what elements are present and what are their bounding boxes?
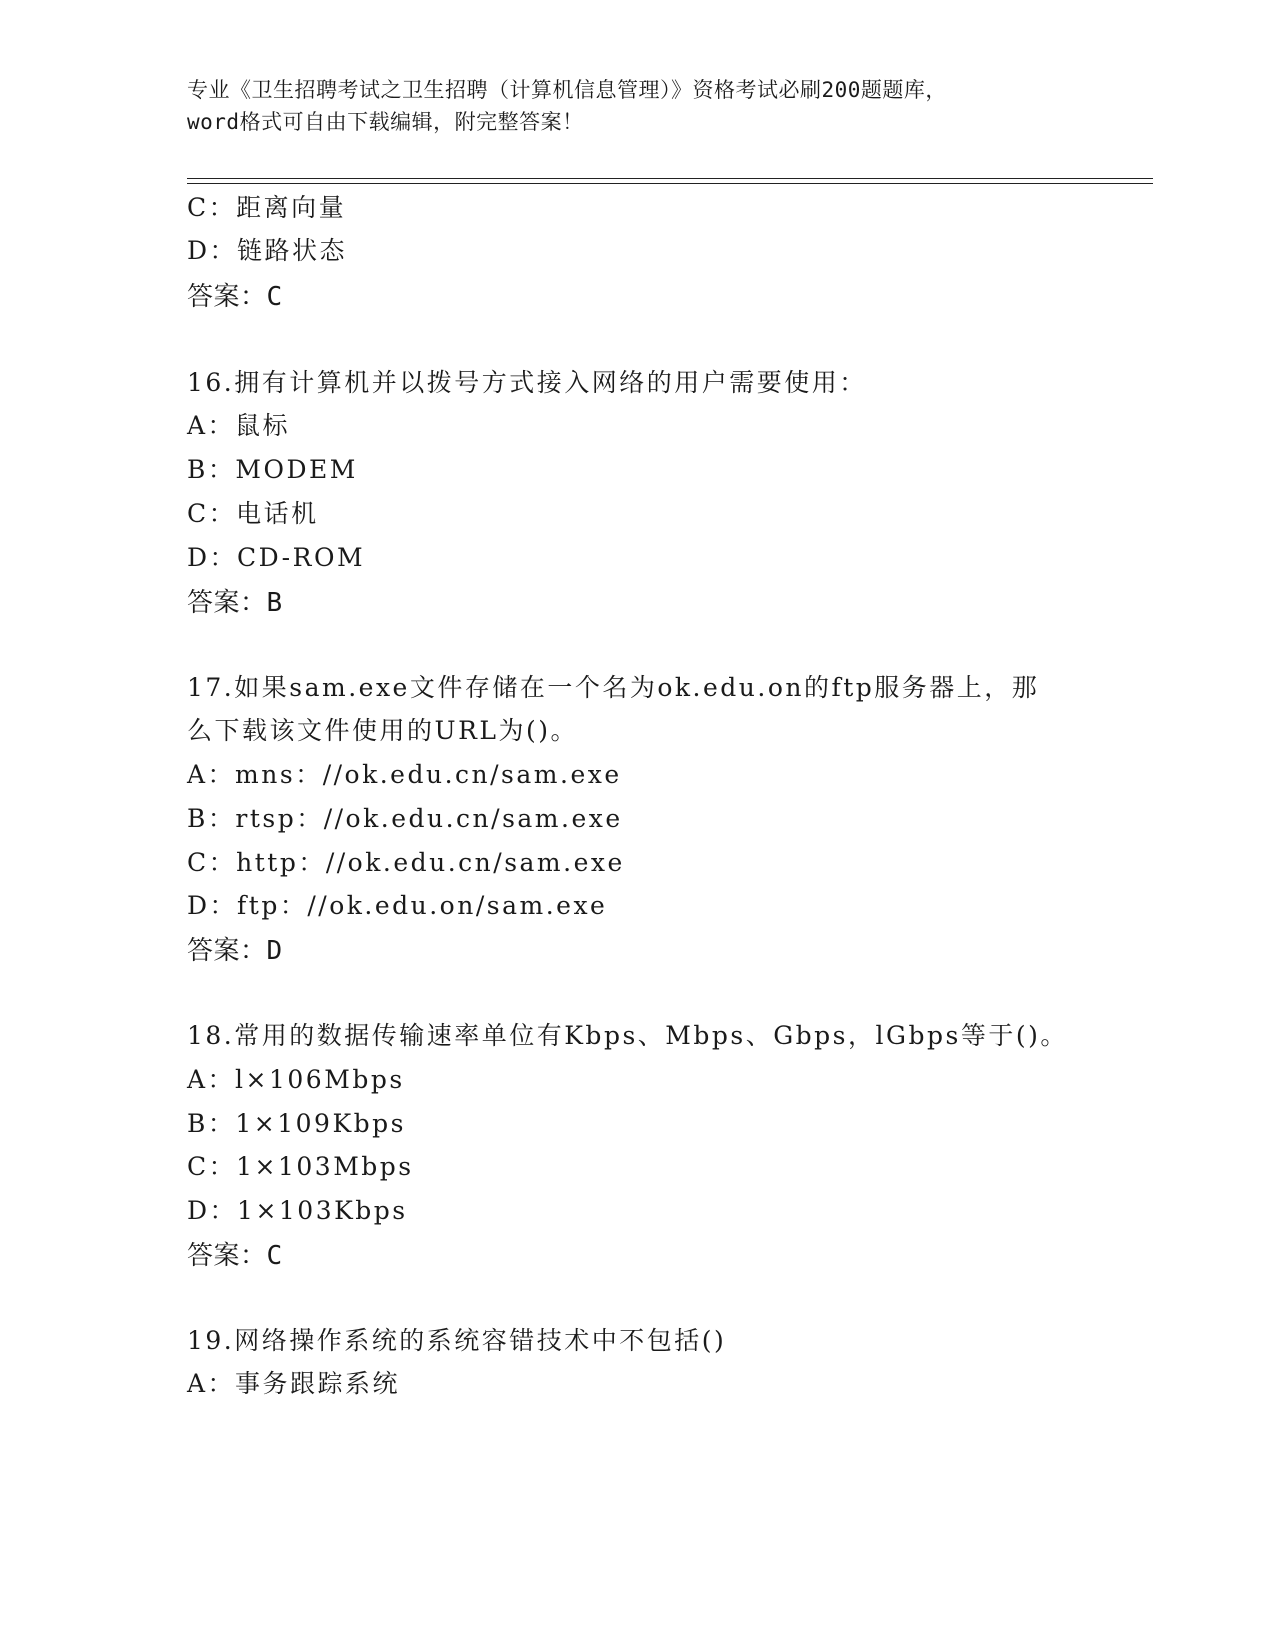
q17-question-line-1: 17.如果sam.exe文件存储在一个名为ok.edu.on的ftp服务器上，那 <box>187 673 1040 702</box>
q19-option-a: A：事务跟踪系统 <box>187 1369 401 1398</box>
q18-option-a: A：l×106Mbps <box>187 1065 405 1094</box>
q15-option-d: D：链路状态 <box>187 236 348 265</box>
q15-option-c: C：距离向量 <box>187 193 347 222</box>
q17-answer: 答案：D <box>187 936 283 966</box>
header-line-1: 专业《卫生招聘考试之卫生招聘（计算机信息管理）》资格考试必刷200题题库， <box>187 78 947 102</box>
q18-option-c: C：1×103Mbps <box>187 1152 414 1181</box>
q16-question: 16.拥有计算机并以拨号方式接入网络的用户需要使用： <box>187 368 867 397</box>
q17-option-b: B：rtsp：//ok.edu.cn/sam.exe <box>187 804 623 833</box>
q16-option-d: D：CD-ROM <box>187 543 366 572</box>
header-divider-bottom <box>187 183 1153 184</box>
q18-answer: 答案：C <box>187 1241 283 1271</box>
q15-answer: 答案：C <box>187 282 283 312</box>
q16-option-c: C：电话机 <box>187 499 319 528</box>
q18-option-d: D：1×103Kbps <box>187 1196 408 1225</box>
q17-option-a: A：mns：//ok.edu.cn/sam.exe <box>187 760 622 789</box>
q18-question: 18.常用的数据传输速率单位有Kbps、Mbps、Gbps，lGbps等于()。 <box>187 1021 1068 1050</box>
q16-option-b: B：MODEM <box>187 455 358 484</box>
q18-option-b: B：1×109Kbps <box>187 1109 406 1138</box>
header-divider-top <box>187 178 1153 179</box>
document-header <box>187 74 1087 138</box>
q16-option-a: A：鼠标 <box>187 411 291 440</box>
header-line-2: word格式可自由下载编辑，附完整答案！ <box>187 110 584 134</box>
q19-question: 19.网络操作系统的系统容错技术中不包括() <box>187 1326 727 1355</box>
q17-option-d: D：ftp：//ok.edu.on/sam.exe <box>187 891 608 920</box>
q16-answer: 答案：B <box>187 588 283 618</box>
q17-option-c: C：http：//ok.edu.cn/sam.exe <box>187 848 625 877</box>
q17-question-line-2: 么下载该文件使用的URL为()。 <box>187 716 579 745</box>
